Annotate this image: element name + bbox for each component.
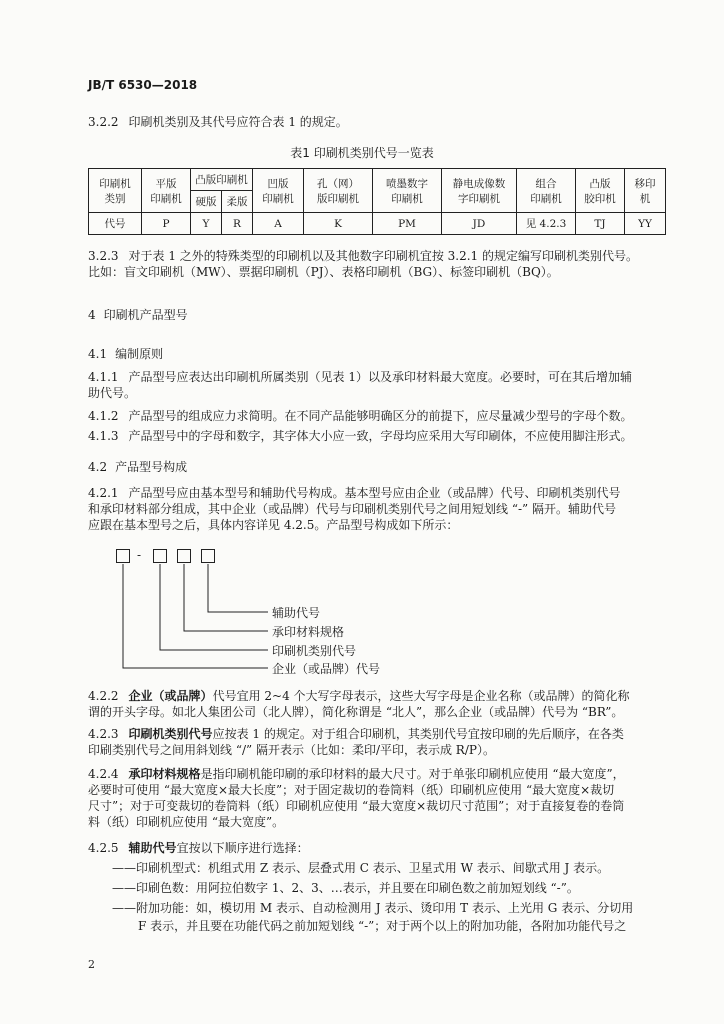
list-item: ——印刷色数：用阿拉伯数字 1、2、3、…表示，并且要在印刷色数之前加短划线 “-”。 [112,881,579,895]
table-cell: 孔（网） 版印刷机 [304,169,373,213]
table-cell: R [222,213,253,235]
table-cell: 静电成像数 字印刷机 [442,169,517,213]
clause-number: 3.2.2 [88,115,119,129]
table-caption: 表1 印刷机类别代号一览表 [290,146,434,160]
clause-text: 产品型号中的字母和数字，其字体大小应一致，字母均应采用大写印刷体，不应使用脚注形式。 [128,429,633,443]
clause-term: 承印材料规格 [128,767,201,781]
clause-number: 4.1.2 [88,409,119,423]
section-number: 4.1 [88,347,108,361]
label-auxiliary-code: 辅助代号 [272,606,321,620]
table-cell: A [253,213,304,235]
clause-number: 4.1.3 [88,429,119,443]
clause-4-2-2 [88,688,668,720]
clause-term: 辅助代号 [128,841,177,855]
clause-text: 代号宜用 2~4 个大写字母表示，这些大写字母是企业名称（或品牌）的简化称 [212,689,630,703]
clause-text: 应跟在基本型号之后，具体内容详见 4.2.5。产品型号构成如下所示： [88,518,459,532]
clause-text: 产品型号应由基本型号和辅助代号构成。基本型号应由企业（或品牌）代号、印刷机类别代号 [128,486,621,500]
section-title: 编制原则 [115,347,164,361]
table-cell: 移印 机 [625,169,666,213]
clause-text: 印刷机类别及其代号应符合表 1 的规定。 [128,115,348,129]
table-cell: 柔版 [222,191,253,213]
clause-text: 产品型号应表达出印刷机所属类别（见表 1）以及承印材料最大宽度。必要时，可在其后增加辅 [128,370,632,384]
clause-text: 应按表 1 的规定。对于组合印刷机，其类别代号宜按印刷的先后顺序，在各类 [212,727,624,741]
section-title: 产品型号构成 [115,460,188,474]
table-cell: 凸版印刷机 [191,169,253,191]
page-number: 2 [88,958,95,971]
clause-text: 和承印材料部分组成，其中企业（或品牌）代号与印刷机类别代号之间用短划线 “-” 隔开。辅助代号 [88,502,616,516]
table-cell: 平版 印刷机 [142,169,191,213]
list-item: ——印刷机型式：机组式用 Z 表示、层叠式用 C 表示、卫星式用 W 表示、间歇式用 J 表示。 [112,861,610,875]
hyphen-separator: - [137,548,142,562]
clause-number: 4.2.4 [88,767,119,781]
clause-4-2-3 [88,726,668,758]
table-cell: Y [191,213,222,235]
table-cell: 凹版 印刷机 [253,169,304,213]
table-cell: 见 4.2.3 [517,213,576,235]
clause-4-2-4 [88,766,668,830]
clause-text: 比如：盲文印刷机（MW）、票据印刷机（PJ）、表格印刷机（BG）、标签印刷机（BQ）。 [88,265,559,279]
clause-text: 必要时可使用 “最大宽度×最大长度”；对于固定裁切的卷筒料（纸）印刷机应使用 “最大宽度×裁切 [88,783,615,797]
list-item: ——附加功能：如，模切用 M 表示、自动检测用 J 表示、烫印用 T 表示、上光用 G 表示、分切用 [112,901,634,915]
clause-text: 是指印刷机能印刷的承印材料的最大尺寸。对于单张印刷机应使用 “最大宽度”， [200,767,625,781]
section-number: 4.2 [88,460,108,474]
document-header: JB/T 6530—2018 [88,78,198,92]
clause-text: 料（纸）印刷机应使用 “最大宽度”。 [88,815,285,829]
label-enterprise-code: 企业（或品牌）代号 [272,662,381,676]
section-number: 4 [88,308,96,322]
clause-number: 4.2.1 [88,486,119,500]
clause-number: 4.2.2 [88,689,119,703]
clause-text: 产品型号的组成应力求简明。在不同产品能够明确区分的前提下，应尽量减少型号的字母个数。 [128,409,633,423]
clause-text: 助代号。 [88,386,137,400]
table-cell: 组合 印刷机 [517,169,576,213]
table-cell: 喷墨数字 印刷机 [373,169,442,213]
table-cell: 凸版 胶印机 [576,169,625,213]
table-cell: P [142,213,191,235]
table-cell: 硬版 [191,191,222,213]
clause-number: 4.2.5 [88,841,119,855]
table-cell: 印刷机 类别 [89,169,142,213]
clause-number: 3.2.3 [88,249,119,263]
section-title: 印刷机产品型号 [103,308,188,322]
label-material-spec: 承印材料规格 [272,625,345,639]
table-cell: YY [625,213,666,235]
clause-text: 尺寸”；对于可变裁切的卷筒料（纸）印刷机应使用 “最大宽度×裁切尺寸范围”；对于直接复卷的卷筒 [88,799,625,813]
table-cell: TJ [576,213,625,235]
label-category-code: 印刷机类别代号 [272,644,357,658]
table-cell: PM [373,213,442,235]
clause-4-2-5 [88,840,668,856]
clause-text: 宜按以下顺序进行选择： [176,841,309,855]
clause-term: 企业（或品牌） [128,689,213,703]
clause-number: 4.1.1 [88,370,119,384]
clause-term: 印刷机类别代号 [128,727,213,741]
table-cell: K [304,213,373,235]
table-cell: JD [442,213,517,235]
clause-text: 谓的开头字母。如北人集团公司（北人牌），简化称谓是 “北人”，那么企业（或品牌）代号为 “BR”。 [88,705,624,719]
table-cell: 代号 [89,213,142,235]
list-item-continuation: F 表示，并且要在功能代码之前加短划线 “-”；对于两个以上的附加功能，各附加功能代号之 [138,919,627,933]
clause-text: 对于表 1 之外的特殊类型的印刷机以及其他数字印刷机宜按 3.2.1 的规定编写印刷机类别代号。 [128,249,638,263]
clause-number: 4.2.3 [88,727,119,741]
clause-text: 印刷类别代号之间用斜划线 “/” 隔开表示（比如：柔印/平印，表示成 R/P）。 [88,743,495,757]
